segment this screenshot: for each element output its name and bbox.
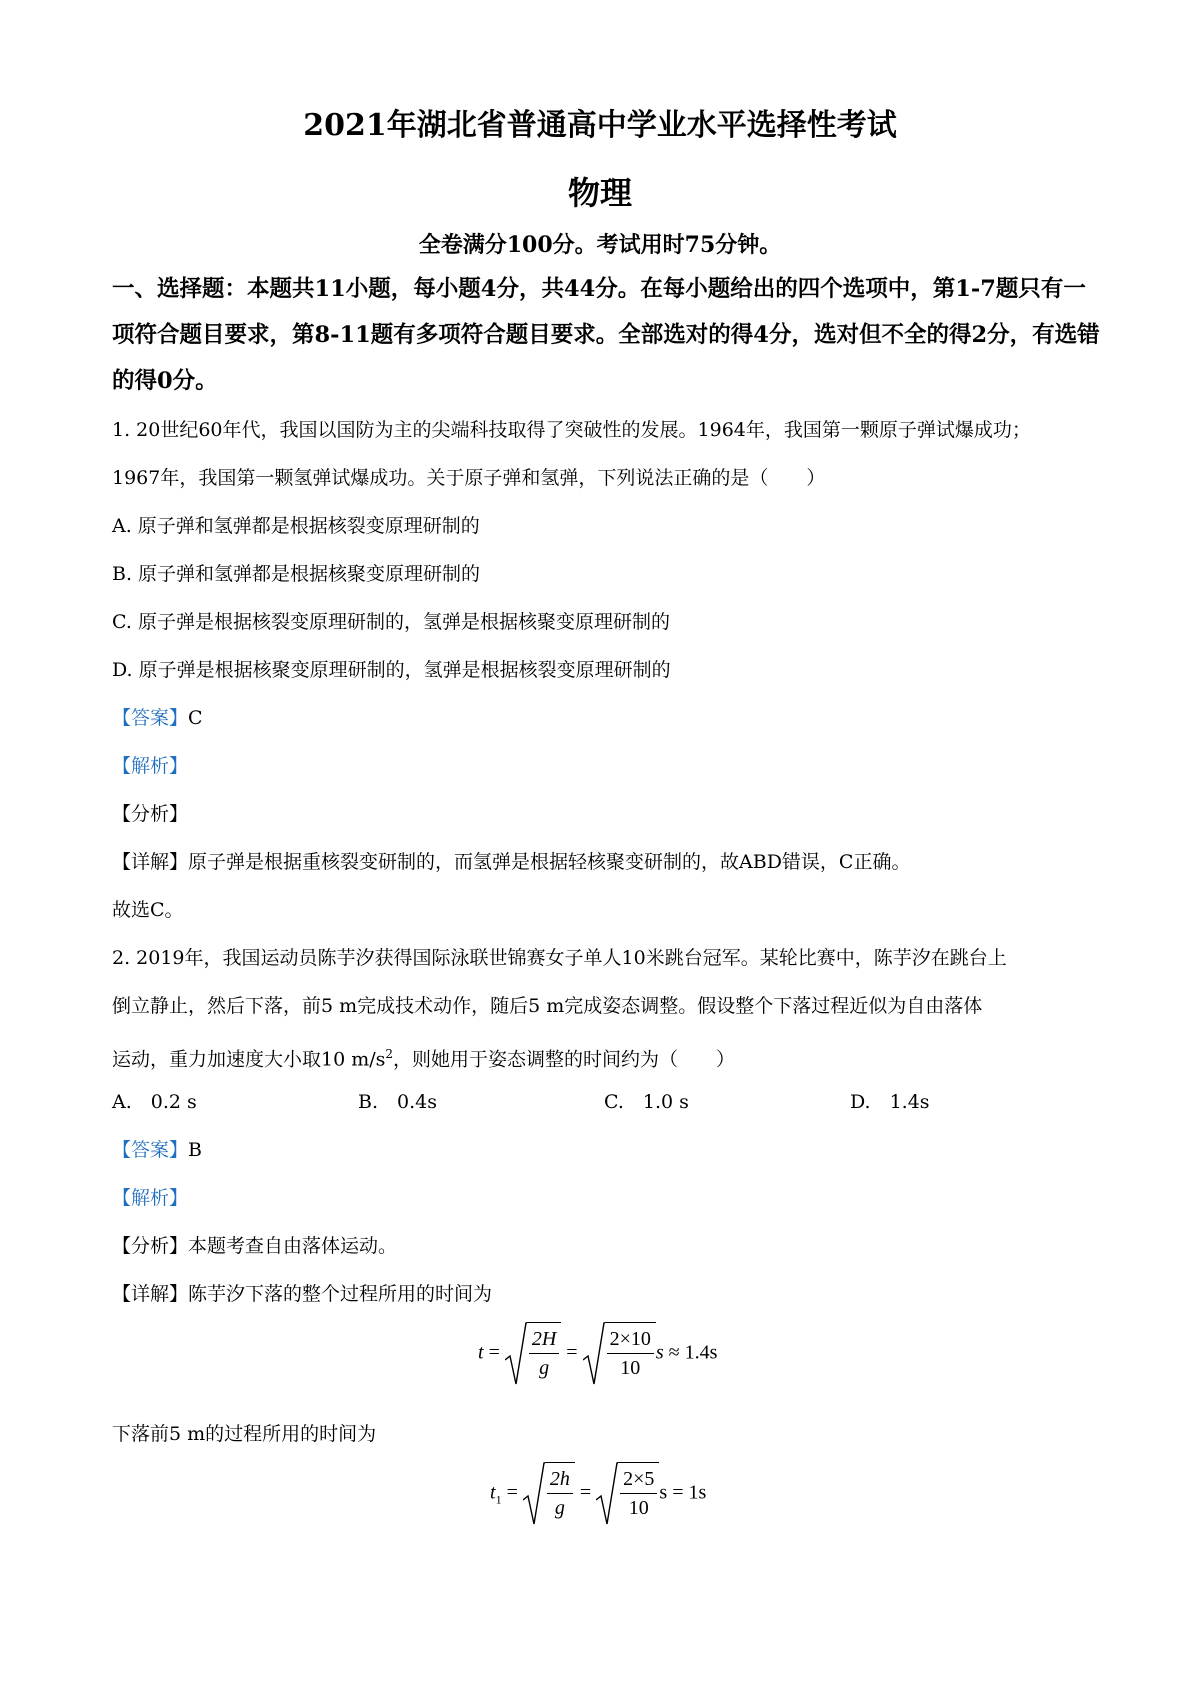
detail-tag: 【详解】 bbox=[112, 851, 189, 873]
sqrt-symbol bbox=[583, 1322, 656, 1386]
q2-stem-line1: 2. 2019年，我国运动员陈芋汐获得国际泳联世锦赛女子单人10米跳台冠军。某轮比赛中，陈芋汐在跳台上 bbox=[112, 947, 1007, 969]
q2-stem-line3-part2: ，则她用于姿态调整的时间约为（ ） bbox=[393, 1048, 736, 1071]
q2-stem-line3-part1: 运动，重力加速度大小取10 m/s bbox=[112, 1048, 386, 1071]
formula-equals: = bbox=[579, 1481, 592, 1504]
detail-text: 原子弹是根据重核裂变研制的，而氢弹是根据轻核聚变研制的，故ABD错误，C正确。 bbox=[188, 851, 911, 873]
fraction-numerator: 2H bbox=[529, 1325, 559, 1354]
q1-option-c: C. 原子弹是根据核裂变原理研制的，氢弹是根据核聚变原理研制的 bbox=[112, 611, 670, 633]
formula-equals: = bbox=[506, 1481, 518, 1504]
fenxi-tag: 【分析】 bbox=[112, 1235, 189, 1257]
fraction bbox=[620, 1465, 657, 1522]
fenxi-text: 本题考查自由落体运动。 bbox=[188, 1235, 398, 1257]
analysis-tag: 【解析】 bbox=[112, 1187, 189, 1209]
sqrt-symbol bbox=[505, 1322, 561, 1386]
answer-tag: 【答案】 bbox=[112, 707, 189, 729]
formula-result: s = 1s bbox=[659, 1481, 707, 1504]
answer-tag: 【答案】 bbox=[112, 1139, 189, 1161]
full-mark-note: 全卷满分100分。考试用时75分钟。 bbox=[418, 232, 782, 258]
fraction bbox=[607, 1325, 654, 1382]
q1-analysis-tag bbox=[112, 754, 188, 778]
formula-unit: s bbox=[655, 1341, 664, 1364]
fraction-denominator: g bbox=[539, 1357, 550, 1379]
q1-conclusion: 故选C。 bbox=[112, 899, 184, 921]
fraction-denominator: 10 bbox=[620, 1357, 641, 1379]
q1-detail bbox=[112, 850, 910, 874]
formula-first-time bbox=[490, 1462, 706, 1526]
q2-option-d: D. 1.4s bbox=[850, 1091, 930, 1113]
q2-mid-text: 下落前5 m的过程所用的时间为 bbox=[112, 1423, 377, 1445]
fraction-denominator: g bbox=[554, 1497, 565, 1519]
formula-equals: = bbox=[488, 1341, 500, 1364]
detail-text: 陈芋汐下落的整个过程所用的时间为 bbox=[188, 1283, 493, 1305]
fraction bbox=[529, 1325, 559, 1382]
analysis-tag: 【解析】 bbox=[112, 755, 189, 777]
radical-icon bbox=[505, 1322, 527, 1386]
q2-analysis-tag bbox=[112, 1186, 188, 1210]
exam-title: 2021年湖北省普通高中学业水平选择性考试 bbox=[303, 108, 897, 143]
q1-option-a: A. 原子弹和氢弹都是根据核裂变原理研制的 bbox=[112, 515, 480, 537]
formula-lhs: t bbox=[478, 1341, 484, 1364]
formula-lhs: t bbox=[490, 1481, 496, 1504]
formula-result: ≈ 1.4s bbox=[668, 1341, 718, 1364]
q2-option-a: A. 0.2 s bbox=[112, 1091, 197, 1113]
q1-fenxi: 【分析】 bbox=[112, 803, 189, 825]
answer-value: C bbox=[188, 707, 203, 729]
section-instructions: 一、选择题：本题共11小题，每小题4分，共44分。在每小题给出的四个选项中，第1-7题只有一项符合题目要求，第8-11题有多项符合题目要求。全部选对的得4分，选对但不全的得2分，有选错的得0分。 bbox=[112, 276, 1100, 394]
exam-subject: 物理 bbox=[567, 174, 632, 212]
q2-stem-line3 bbox=[112, 1042, 735, 1071]
answer-value: B bbox=[188, 1139, 202, 1161]
q1-stem-line1: 1. 20世纪60年代，我国以国防为主的尖端科技取得了突破性的发展。1964年，我国第一颗原子弹试爆成功； bbox=[112, 419, 1031, 441]
q2-option-c: C. 1.0 s bbox=[604, 1091, 689, 1113]
radical-icon bbox=[583, 1322, 605, 1386]
detail-tag: 【详解】 bbox=[112, 1283, 189, 1305]
formula-equals: = bbox=[566, 1341, 578, 1364]
sqrt-symbol bbox=[523, 1462, 575, 1526]
fraction-numerator: 2h bbox=[547, 1465, 573, 1494]
q2-answer bbox=[112, 1138, 202, 1162]
formula-total-time bbox=[478, 1322, 717, 1386]
q2-stem-line2: 倒立静止，然后下落，前5 m完成技术动作，随后5 m完成姿态调整。假设整个下落过程近似为自由落体 bbox=[112, 995, 983, 1017]
q1-option-b: B. 原子弹和氢弹都是根据核聚变原理研制的 bbox=[112, 563, 481, 585]
q2-fenxi bbox=[112, 1234, 397, 1258]
q2-option-b: B. 0.4s bbox=[358, 1091, 437, 1113]
formula-subscript: 1 bbox=[495, 1492, 502, 1507]
fraction-numerator: 2×5 bbox=[620, 1465, 657, 1494]
sqrt-symbol bbox=[596, 1462, 659, 1526]
q1-stem-line2: 1967年，我国第一颗氢弹试爆成功。关于原子弹和氢弹，下列说法正确的是（ ） bbox=[112, 467, 826, 489]
fraction-numerator: 2×10 bbox=[607, 1325, 654, 1354]
radical-icon bbox=[596, 1462, 618, 1526]
fraction bbox=[547, 1465, 573, 1522]
radical-icon bbox=[523, 1462, 545, 1526]
q1-option-d: D. 原子弹是根据核聚变原理研制的，氢弹是根据核裂变原理研制的 bbox=[112, 659, 671, 681]
q1-answer bbox=[112, 706, 203, 730]
fraction-denominator: 10 bbox=[628, 1497, 649, 1519]
q2-detail bbox=[112, 1282, 492, 1306]
q2-stem-superscript: 2 bbox=[385, 1047, 394, 1061]
